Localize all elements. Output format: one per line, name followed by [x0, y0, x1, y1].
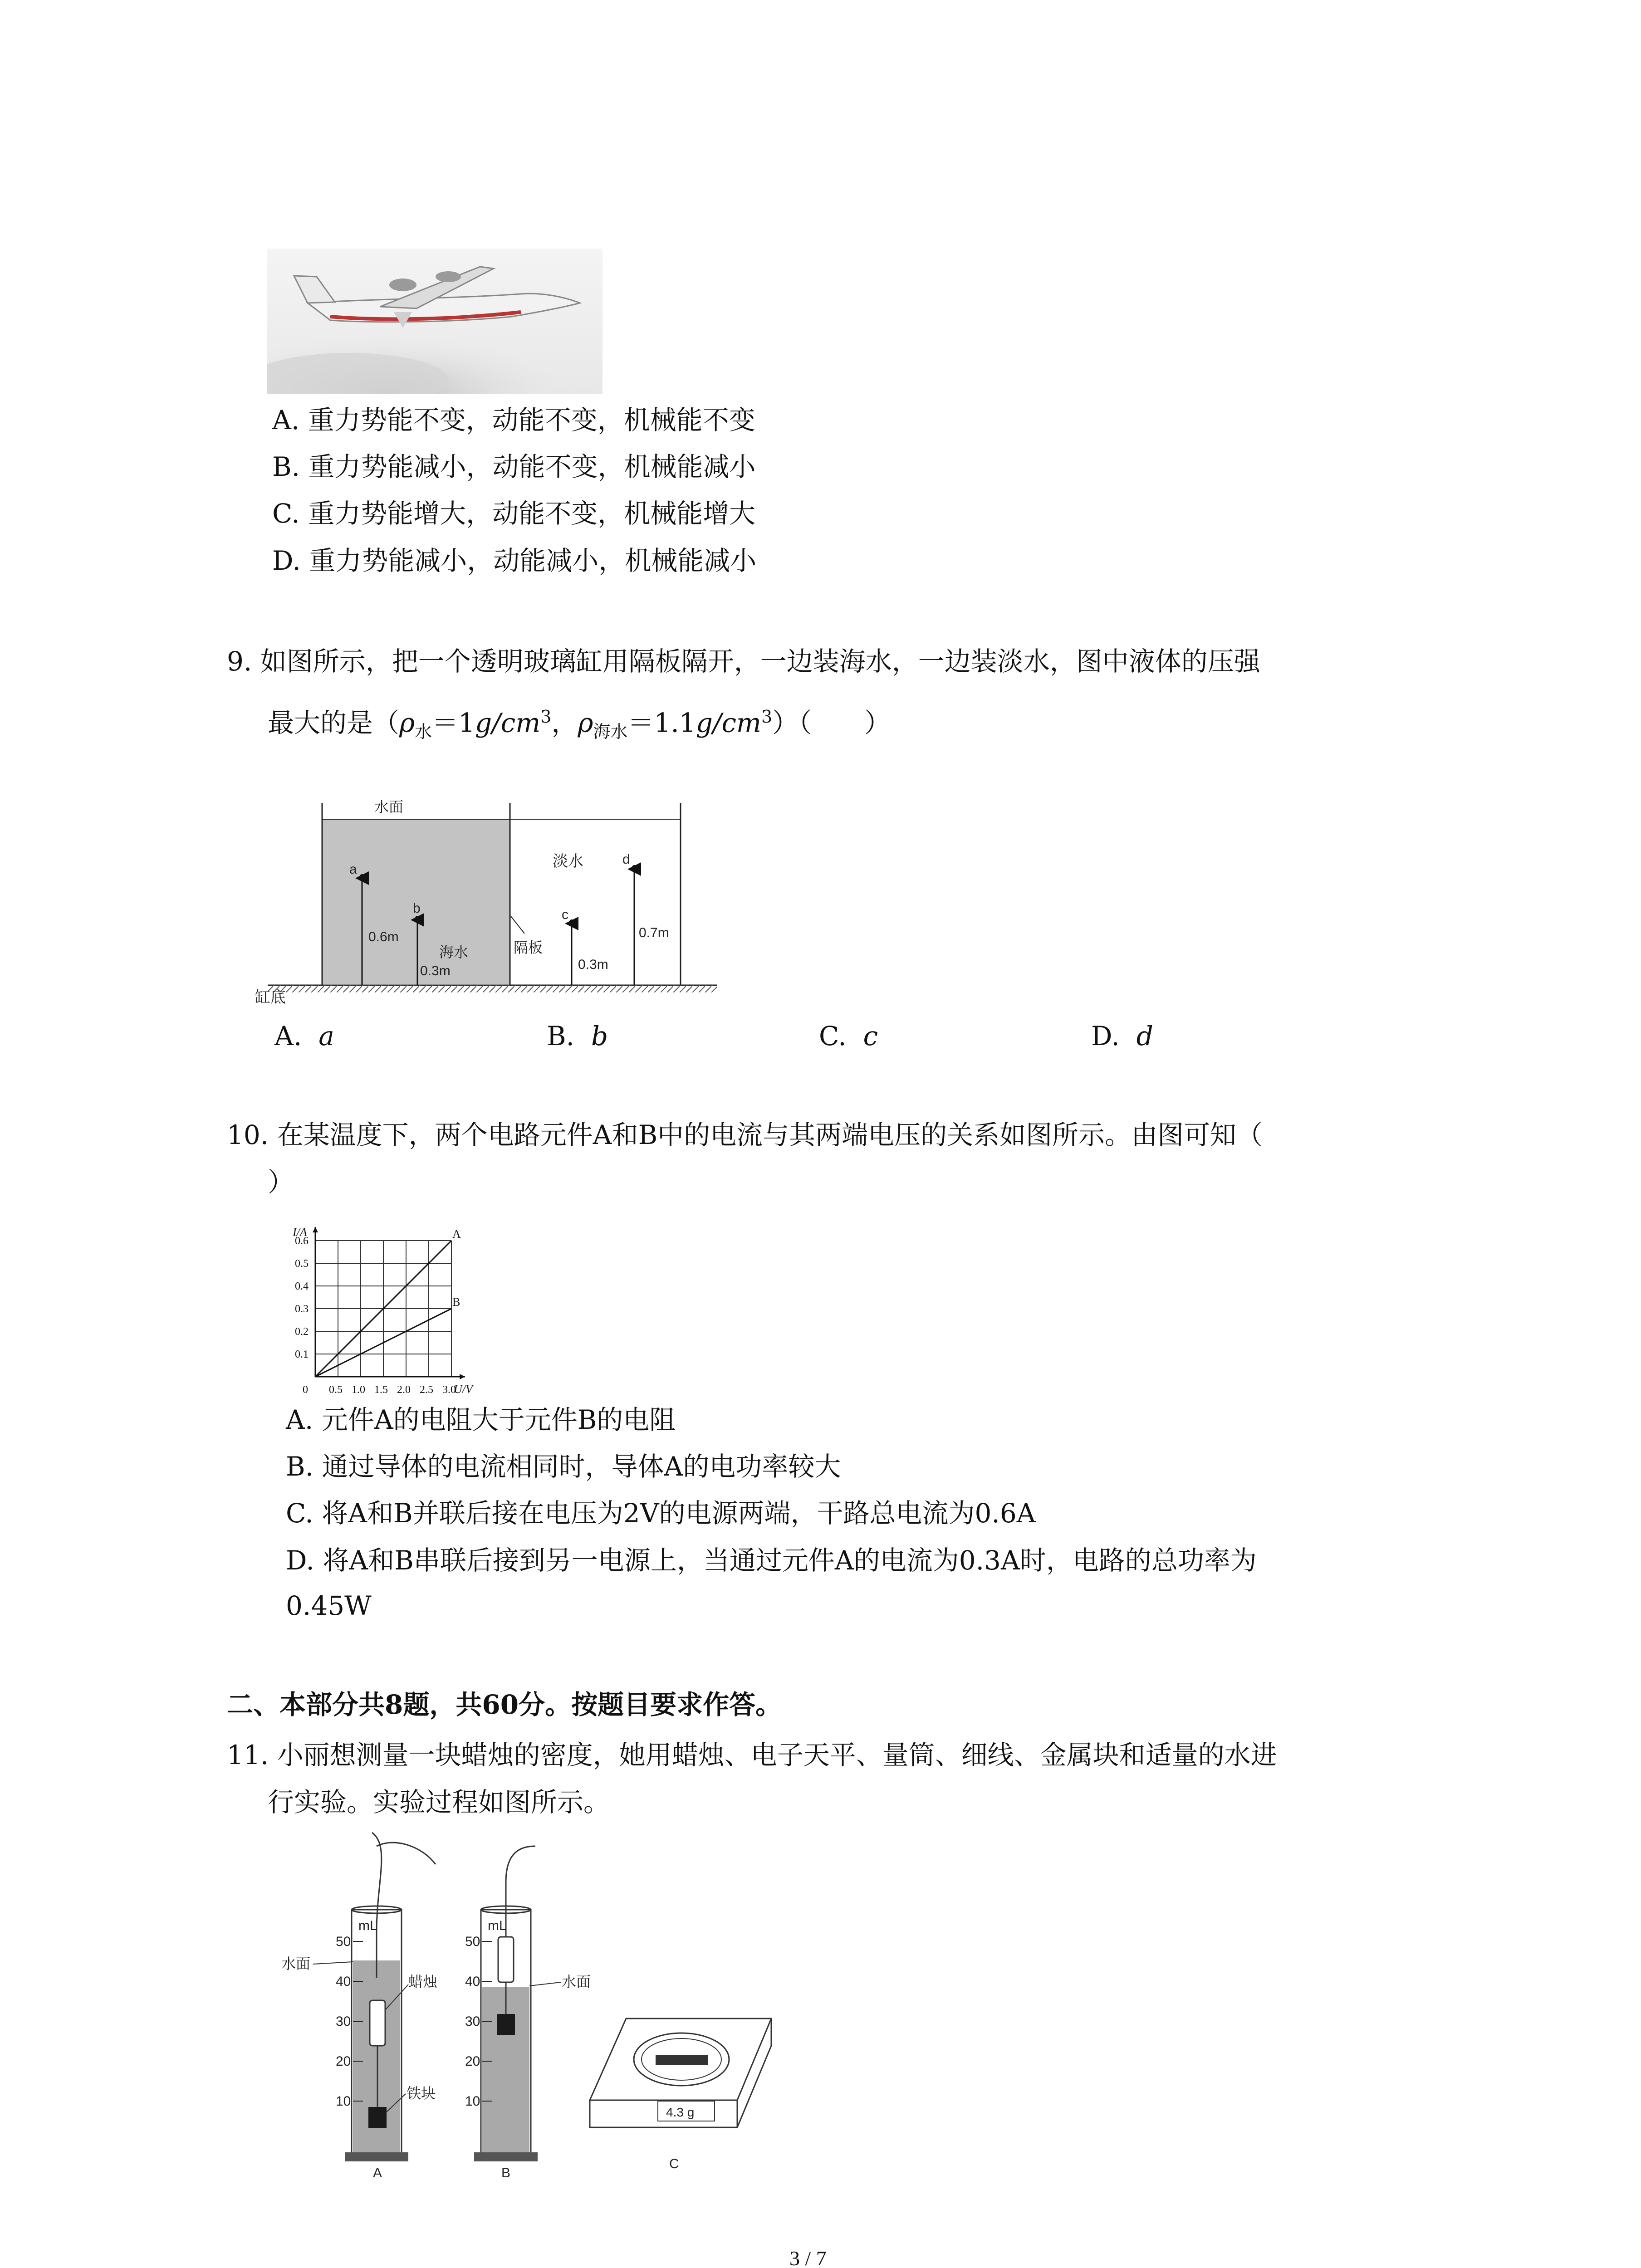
section-2-heading: 二、本部分共8题，共60分。按题目要求作答。 — [227, 1689, 782, 1720]
q10-option-d: D. 将A和B串联后接到另一电源上，当通过元件A的电流为0.3A时，电路的总功率为 — [286, 1545, 1257, 1576]
x-tick-label: 3.0 — [442, 1384, 456, 1396]
iron-label: 铁块 — [407, 2085, 436, 2102]
rho-symbol-2: ρ — [578, 707, 593, 738]
y-axis-arrow — [313, 1227, 318, 1232]
q10-option-c: C. 将A和B并联后接在电压为2V的电源两端，干路总电流为0.6A — [286, 1498, 1036, 1529]
point-c-label: c — [562, 907, 568, 922]
eq-sea: ＝1.1 — [627, 707, 696, 738]
tick-20-b: 20 — [465, 2054, 480, 2069]
tick-10-b: 10 — [465, 2094, 480, 2109]
series-label-b: B — [452, 1295, 460, 1309]
q11-stem-line2: 行实验。实验过程如图所示。 — [268, 1787, 610, 1818]
rho-sub-sea: 海水 — [593, 721, 628, 742]
x-tick-label: 0.5 — [329, 1384, 343, 1396]
water-surface-label: 水面 — [374, 799, 404, 815]
airplane-photo — [267, 249, 603, 394]
q9-option-c-letter: C. — [819, 1021, 847, 1051]
cylinder-b — [474, 1846, 538, 2161]
q9-option-a-letter: A. — [274, 1021, 302, 1051]
q9-option-b — [547, 1018, 608, 1054]
tick-30-a: 30 — [336, 2014, 351, 2029]
y-tick-label: 0.2 — [295, 1326, 309, 1338]
rho-symbol: ρ — [399, 707, 415, 738]
tick-10-a: 10 — [336, 2094, 351, 2109]
series-label-a: A — [452, 1227, 461, 1241]
fresh-water-label: 淡水 — [553, 853, 583, 870]
unit-label-b: mL — [488, 1918, 507, 1933]
height-c-label: 0.3m — [578, 957, 608, 972]
point-a-label: a — [349, 862, 357, 877]
x-tick-label: 1.5 — [374, 1384, 388, 1396]
figure-c-label: C — [669, 2156, 679, 2171]
tick-50-b: 50 — [465, 1934, 480, 1949]
unit-label-a: mL — [358, 1918, 377, 1933]
q9-line2-pre: 最大的是（ — [268, 707, 400, 738]
x-tick-label: 2.5 — [420, 1384, 433, 1396]
iu-chart-svg — [272, 1207, 517, 1402]
x-axis-arrow — [460, 1374, 465, 1379]
page-number: 3 / 7 — [789, 2247, 827, 2268]
q10-option-d-cont: 0.45W — [286, 1590, 372, 1621]
point-b-label: b — [413, 901, 421, 916]
q10-stem-line2: ） — [268, 1167, 294, 1198]
q9-tank-figure — [254, 789, 735, 1012]
y-tick-label: 0.5 — [295, 1258, 309, 1270]
height-b-label: 0.3m — [420, 963, 451, 978]
rho-sub-water: 水 — [415, 721, 432, 742]
x-tick-label: 1.0 — [352, 1384, 365, 1396]
y-tick-label: 0.4 — [295, 1281, 309, 1292]
figure-a-label: A — [373, 2165, 382, 2177]
height-d-label: 0.7m — [639, 925, 669, 940]
tank-diagram — [254, 789, 735, 1012]
x-tick-label: 2.0 — [397, 1384, 411, 1396]
cylinder-a — [345, 1833, 436, 2161]
experiment-diagram — [272, 1828, 789, 2177]
eq-water: ＝1 — [432, 707, 475, 738]
iron-block-a — [368, 2107, 387, 2128]
candle-label: 蜡烛 — [408, 1974, 438, 1990]
water-surface-b-label: 水面 — [562, 1974, 591, 1990]
unit-sea: g/cm — [696, 707, 761, 738]
height-a-label: 0.6m — [368, 929, 399, 944]
q11-experiment-figure — [272, 1828, 789, 2177]
tick-30-b: 30 — [465, 2014, 480, 2029]
sea-water-label: 海水 — [439, 944, 469, 960]
y-tick-label: 0.6 — [295, 1235, 309, 1247]
q8-option-d: D. 重力势能减小，动能减小，机械能减小 — [272, 545, 757, 576]
q9-stem-line2 — [268, 699, 891, 750]
q10-option-a: A. 元件A的电阻大于元件B的电阻 — [286, 1404, 676, 1435]
tank-bottom-label: 缸底 — [255, 989, 286, 1006]
q9-option-d — [1091, 1018, 1153, 1054]
figure-b-label: B — [501, 2165, 511, 2177]
unit-water: g/cm — [475, 707, 541, 738]
q10-stem-line1: 10. 在某温度下，两个电路元件A和B中的电流与其两端电压的关系如图所示。由图可知（ — [227, 1119, 1263, 1150]
q8-option-a: A. 重力势能不变，动能不变，机械能不变 — [272, 405, 755, 435]
y-tick-label: 0.3 — [295, 1303, 309, 1315]
q9-line2-post: ）（ ） — [772, 707, 891, 738]
q9-option-c — [819, 1018, 878, 1054]
q9-option-d-value: d — [1136, 1021, 1153, 1051]
sup-sea: 3 — [761, 707, 773, 727]
airplane-image — [267, 249, 603, 394]
x-axis-label: U/V — [454, 1383, 473, 1396]
balance-reading: 4.3 g — [666, 2105, 695, 2119]
tick-40-b: 40 — [465, 1974, 480, 1989]
candle-shape-a — [370, 2000, 385, 2046]
point-d-label: d — [622, 852, 630, 867]
q9-option-a-value: a — [318, 1021, 334, 1051]
water-surface-a-label: 水面 — [281, 1955, 311, 1972]
candle-shape-b — [498, 1937, 514, 1982]
q10-option-b: B. 通过导体的电流相同时，导体A的电功率较大 — [286, 1451, 841, 1482]
sup-water: 3 — [540, 707, 552, 727]
partition-label: 隔板 — [514, 939, 543, 956]
q9-option-c-value: c — [863, 1021, 878, 1051]
tick-40-a: 40 — [336, 1974, 351, 1989]
tick-50-a: 50 — [336, 1934, 351, 1949]
q9-option-b-value: b — [591, 1021, 608, 1051]
q11-stem-line1: 11. 小丽想测量一块蜡烛的密度，她用蜡烛、电子天平、量筒、细线、金属块和适量的水进 — [227, 1740, 1277, 1770]
q9-option-a — [274, 1018, 334, 1054]
iu-chart — [272, 1207, 517, 1402]
q9-option-d-letter: D. — [1091, 1021, 1120, 1051]
iron-block-b — [497, 2014, 515, 2035]
q9-option-b-letter: B. — [547, 1021, 575, 1051]
q8-option-c: C. 重力势能增大，动能不变，机械能增大 — [272, 498, 756, 529]
x-tick-label: 0 — [303, 1384, 308, 1396]
tick-20-a: 20 — [336, 2054, 351, 2069]
q9-stem-line1: 9. 如图所示，把一个透明玻璃缸用隔板隔开，一边装海水，一边装淡水，图中液体的压强 — [227, 646, 1260, 677]
y-tick-label: 0.1 — [295, 1349, 309, 1360]
q8-option-b: B. 重力势能减小，动能不变，机械能减小 — [272, 451, 756, 482]
y-axis-label: I/A — [293, 1226, 307, 1239]
q9-comma: ， — [551, 707, 578, 738]
